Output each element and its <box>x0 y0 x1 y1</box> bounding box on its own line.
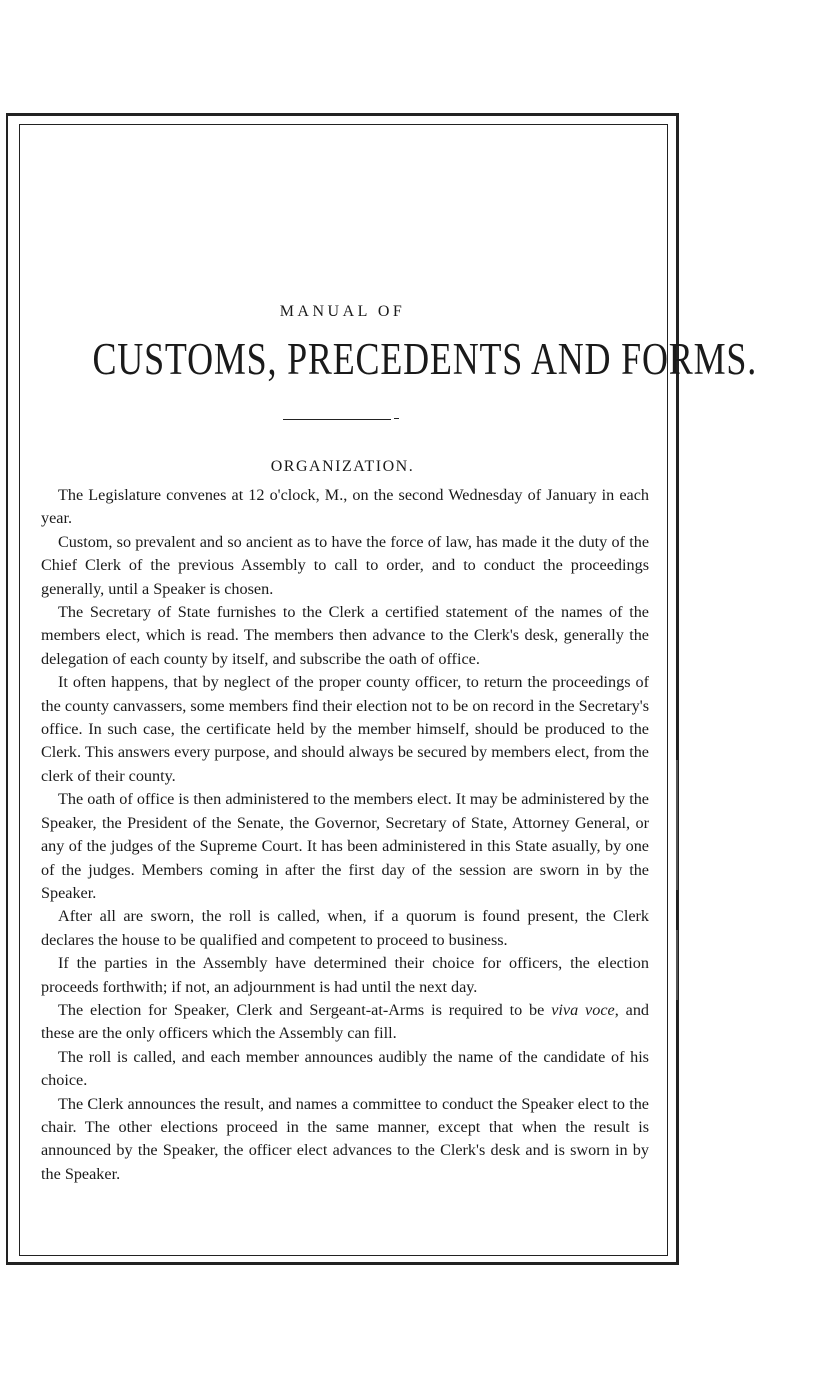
section-title: ORGANIZATION. <box>270 458 415 475</box>
paragraph: The Clerk announces the result, and names a committee to conduct the Speaker elect to the chair. The other elections proceed in the same manner, except that when the result is announced by the Speaker, the officer elect advances to the Clerk's desk and is sworn in by the Speaker. <box>41 1094 649 1183</box>
binding-edge-mark <box>676 930 678 1000</box>
paragraph: If the parties in the Assembly have determined their choice for officers, the election proceeds forthwith; if not, an adjournment is had until the next day. <box>41 954 649 996</box>
manual-heading: MANUAL OF <box>279 303 406 320</box>
paragraph: The oath of office is then administered to the members elect. It may be administered by the Speaker, the President of the Senate, the Governor, Secretary of State, Attorney General, or any of the judges of the Supreme Court. It has been administered in this State asually, by one of the judges. Members coming in after the first day of the session are sworn in by the Speaker. <box>41 790 649 902</box>
paragraph: Custom, so prevalent and so ancient as to have the force of law, has made it the duty of the Chief Clerk of the previous Assembly to call to order, and to conduct the proceedings generally, until a Speaker is chosen. <box>41 532 649 598</box>
paragraph: It often happens, that by neglect of the proper county officer, to return the proceedings of the county canvassers, some members find their election not to be on record in the Secretary's office. In such case, the certificate held by the member himself, should be produced to the Clerk. This answers every purpose, and should always be secured by members elect, from the clerk of their county. <box>41 673 649 785</box>
divider-tick <box>394 418 399 419</box>
italic-phrase: viva voce <box>551 1000 615 1019</box>
paragraph-text: The election for Speaker, Clerk and Sergeant-at-Arms is required to be <box>58 1000 552 1019</box>
paragraph-text: , and these are the only officers which the Assembly can fill. <box>41 1000 650 1043</box>
body-text <box>41 484 649 1186</box>
paragraph: The roll is called, and each member announces audibly the name of the candidate of his choice. <box>41 1047 649 1090</box>
paragraph: The Secretary of State furnishes to the Clerk a certified statement of the names of the members elect, which is read. The members then advance to the Clerk's desk, generally the delegation of each county by itself, and subscribe the oath of office. <box>41 603 649 668</box>
paragraph: After all are sworn, the roll is called, when, if a quorum is found present, the Clerk declares the house to be qualified and competent to proceed to business. <box>41 907 649 949</box>
page-title: CUSTOMS, PRECEDENTS AND FORMS. <box>92 334 757 384</box>
paragraph-election <box>41 999 649 1046</box>
binding-edge-mark <box>676 760 678 890</box>
paragraph: The Legislature convenes at 12 o'clock, M., on the second Wednesday of January in each year. <box>41 486 649 528</box>
divider-rule <box>283 419 391 420</box>
